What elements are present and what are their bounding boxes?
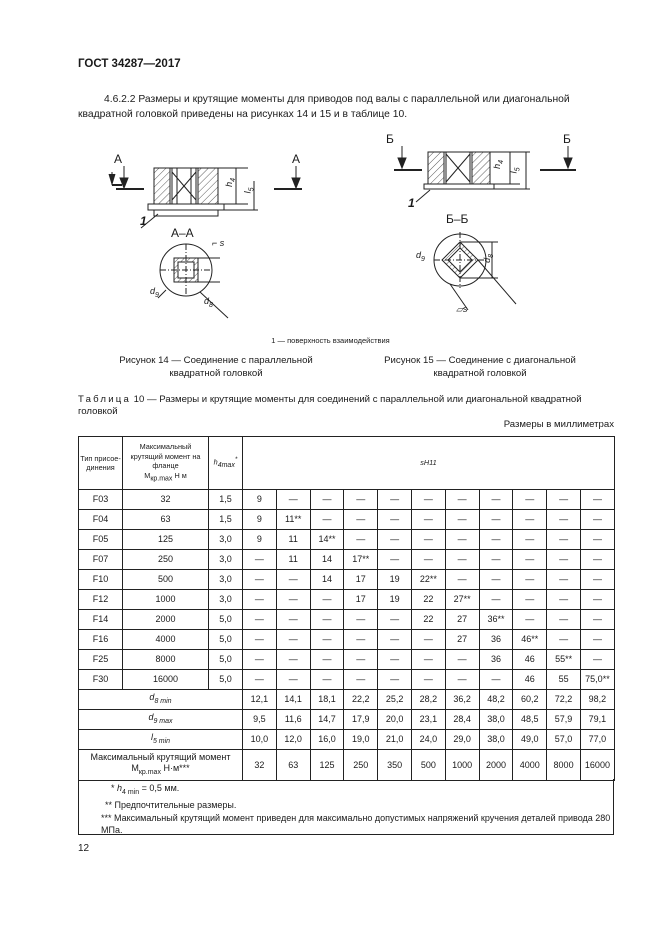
table-cell: — [344,630,378,650]
table-cell: — [580,490,614,510]
table-cell: 5,0 [209,610,243,630]
table-row [79,590,615,610]
table-row [79,610,615,630]
table-cell: — [580,550,614,570]
table-cell: 21,0 [378,730,412,750]
table-cell: — [243,650,277,670]
table-cell: — [580,570,614,590]
table-cell: — [344,530,378,550]
figure-legend: 1 — поверхность взаимодействия [271,336,390,345]
table-cell: 22 [411,590,445,610]
table-cell: — [344,490,378,510]
table-cell: F30 [79,670,123,690]
table-cell: 1000 [123,590,209,610]
table-cell: 36 [479,630,513,650]
table-cell: — [310,650,344,670]
table-cell: 55** [547,650,581,670]
table-cell: 24,0 [411,730,445,750]
table-cell: 12,1 [243,690,277,710]
row-label: Максимальный крутящий момент $М_{кр.max}$ Н·м*** [79,750,243,781]
table-cell: — [310,490,344,510]
table-cell: — [243,550,277,570]
table-cell: 60,2 [513,690,547,710]
table-cell: 28,4 [445,710,479,730]
units-note: Размеры в миллиметрах [503,419,614,430]
table-cell: — [479,550,513,570]
figure-15 [390,146,580,206]
table-cell: F10 [79,570,123,590]
fig14-d8-label: $d_8$ [204,296,213,309]
table-cell: — [547,630,581,650]
table-cell: — [547,510,581,530]
table-cell: 12,0 [276,730,310,750]
fig15-s-label: ▱s [456,304,468,314]
table-cell: 14 [310,570,344,590]
table-row [79,550,615,570]
table-cell: — [243,610,277,630]
table-cell: — [547,590,581,610]
table-cell: — [580,630,614,650]
col-torque: Максимальный крутящий момент на фланце $М_{кр.max}$ Н м [123,437,209,490]
table-cell: — [378,610,412,630]
table-cell: — [580,590,614,610]
table-cell: 11** [276,510,310,530]
fig14-section-left: А [114,152,123,166]
table-row [79,630,615,650]
table-cell: 2000 [123,610,209,630]
table-cell: — [580,650,614,670]
table-cell: — [547,570,581,590]
table-cell: F04 [79,510,123,530]
table-cell: 14 [310,550,344,570]
table-row [79,510,615,530]
table-cell: 250 [123,550,209,570]
table-cell: — [243,670,277,690]
table-cell: F05 [79,530,123,550]
table-cell: — [547,610,581,630]
table-cell: 3,0 [209,550,243,570]
table-cell: 250 [344,750,378,781]
table-row [79,490,615,510]
table-cell: 1,5 [209,510,243,530]
table-cell: — [445,670,479,690]
table-cell: 36,2 [445,690,479,710]
table-cell: F07 [79,550,123,570]
figure-14-caption: Рисунок 14 — Соединение с параллельной квадратной головкой [119,355,313,379]
fig15-mark: 1 [408,196,415,210]
table-notes: * $h_{4 min} = 0,5$ мм. ** Предпочтительные размеры. *** Максимальный крутящий момент приведен для максимально допустимых напряжений кручения деталей привода 280 МПа. [78,779,614,835]
table-cell: — [445,490,479,510]
table-cell: — [547,550,581,570]
table-row-d9 [79,710,615,730]
table-cell: — [445,550,479,570]
table-cell: 46** [513,630,547,650]
table-cell: — [411,630,445,650]
table-cell: — [479,510,513,530]
table-cell: — [580,610,614,630]
table-cell: — [479,490,513,510]
table-cell: — [378,650,412,670]
table-cell: — [547,530,581,550]
table-cell: 9 [243,490,277,510]
table-cell: — [276,590,310,610]
table-cell: — [411,490,445,510]
fig14-h4-label: $h_4$ [224,177,237,187]
table-cell: — [310,670,344,690]
table-cell: — [445,530,479,550]
fig14-l5-label: $l_5$ [242,187,256,194]
table-cell: — [378,630,412,650]
table-cell: — [344,610,378,630]
table-cell: 4000 [513,750,547,781]
table-cell: 9,5 [243,710,277,730]
table-row [79,570,615,590]
table-cell: 14,1 [276,690,310,710]
table-cell: — [344,510,378,530]
table-cell: 27 [445,610,479,630]
table-cell: 4000 [123,630,209,650]
table-cell: 22,2 [344,690,378,710]
table-cell: 500 [123,570,209,590]
table-cell: — [513,490,547,510]
table-cell: 36 [479,650,513,670]
col-type: Тип присое-динения [79,437,123,490]
table-cell: — [276,610,310,630]
table-cell: 32 [243,750,277,781]
table-cell: F12 [79,590,123,610]
table-cell: — [310,610,344,630]
table-cell: 27 [445,630,479,650]
table-cell: 72,2 [547,690,581,710]
table-cell: 17** [344,550,378,570]
table-cell: — [310,510,344,530]
table-cell: 18,1 [310,690,344,710]
table-cell: 77,0 [580,730,614,750]
table-cell: F16 [79,630,123,650]
table-cell: F14 [79,610,123,630]
table-cell: — [513,570,547,590]
table-row [79,670,615,690]
fig15-d9-label: $d_9$ [416,250,425,263]
table-row [79,650,615,670]
table-cell: — [411,550,445,570]
table-cell: — [276,630,310,650]
table-cell: 25,2 [378,690,412,710]
table-cell: 8000 [547,750,581,781]
table-row [79,530,615,550]
table-cell: — [310,590,344,610]
table-cell: 19 [378,570,412,590]
figure-14-arrows [114,166,314,196]
page-number: 12 [78,843,90,854]
table-cell: 48,5 [513,710,547,730]
table-cell: — [344,650,378,670]
table-cell: 16000 [123,670,209,690]
col-h4: $h_{4max}^*$ [209,437,243,490]
table-header-row [79,437,615,490]
table-cell: — [378,490,412,510]
table-cell: 38,0 [479,730,513,750]
table-cell: — [547,490,581,510]
table-cell: — [580,530,614,550]
table-cell: 14** [310,530,344,550]
table-cell: 79,1 [580,710,614,730]
table-cell: 5,0 [209,650,243,670]
table-cell: 1,5 [209,490,243,510]
table-cell: 17,9 [344,710,378,730]
table-cell: — [276,490,310,510]
table-cell: — [378,670,412,690]
table-cell: 57,9 [547,710,581,730]
fig15-section-left: Б [386,132,394,146]
table-cell: — [243,590,277,610]
table-cell: 9 [243,530,277,550]
table-cell: 16000 [580,750,614,781]
table-cell: 3,0 [209,590,243,610]
table-cell: 38,0 [479,710,513,730]
table-cell: — [411,670,445,690]
table-cell: 500 [411,750,445,781]
fig15-section-title: Б–Б [446,212,469,226]
table-cell: 63 [123,510,209,530]
table-cell: 8000 [123,650,209,670]
table-cell: 98,2 [580,690,614,710]
table-cell: — [479,670,513,690]
table-cell: 3,0 [209,570,243,590]
table-cell: — [445,570,479,590]
table-cell: — [411,530,445,550]
table-cell: 1000 [445,750,479,781]
table-cell: 63 [276,750,310,781]
table-cell: 32 [123,490,209,510]
table-cell: 23,1 [411,710,445,730]
note-2: ** Предпочтительные размеры. [105,800,237,811]
table-cell: 22** [411,570,445,590]
table-cell: — [243,570,277,590]
table-cell: — [513,550,547,570]
fig14-mark: 1 [140,214,147,228]
table-cell: 125 [123,530,209,550]
table-cell: — [378,530,412,550]
table-cell: 16,0 [310,730,344,750]
row-label: $d_{8 min}$ [79,690,243,710]
table-cell: 49,0 [513,730,547,750]
table-cell: 19 [378,590,412,610]
table-cell: 17 [344,590,378,610]
table-cell: 11 [276,530,310,550]
table-cell: — [276,650,310,670]
table-cell: 2000 [479,750,513,781]
table-cell: — [411,510,445,530]
table-cell: — [479,590,513,610]
fig15-d8-label: $d_8$ [482,253,495,263]
table-cell: — [378,510,412,530]
table-cell: 5,0 [209,670,243,690]
figure-15-section [420,228,530,323]
table-cell: F03 [79,490,123,510]
fig14-section-right: А [292,152,301,166]
table-cell: 10,0 [243,730,277,750]
table-cell: 350 [378,750,412,781]
table-cell: — [411,650,445,670]
table-cell: 75,0** [580,670,614,690]
table-cell: 48,2 [479,690,513,710]
table-cell: 11,6 [276,710,310,730]
fig15-section-right: Б [563,132,571,146]
table-cell: — [513,610,547,630]
table-cell: — [580,510,614,530]
table-cell: 27** [445,590,479,610]
table-row-max-torque [79,750,615,781]
table-cell: 5,0 [209,630,243,650]
table-cell: 20,0 [378,710,412,730]
fig14-section-title: А–А [171,226,194,240]
table-cell: 29,0 [445,730,479,750]
table-cell: 36** [479,610,513,630]
table-cell: — [513,530,547,550]
intro-paragraph: 4.6.2.2 Размеры и крутящие моменты для приводов под валы с параллельной или диагональной квадратной головкой приведены на рисунках 14 и 15 и в таблице 10. [78,94,570,120]
table-cell: — [344,670,378,690]
table-cell: — [445,650,479,670]
table-cell: — [378,550,412,570]
table-cell: 17 [344,570,378,590]
table-cell: — [445,510,479,530]
table-cell: 3,0 [209,530,243,550]
table-cell: — [513,590,547,610]
table-cell: 9 [243,510,277,530]
figure-14-section [140,240,240,330]
note-3: *** Максимальный крутящий момент приведен для максимально допустимых напряжений кручения деталей привода 280 МПа. [101,812,611,836]
table-cell: — [479,530,513,550]
fig14-s-label: ⌐ s [212,238,225,248]
table-cell: — [276,570,310,590]
table-cell: F25 [79,650,123,670]
fig15-l5-label: $l_5$ [508,167,522,174]
table-cell: — [310,630,344,650]
table-cell: — [276,670,310,690]
table-row-d8 [79,690,615,710]
figure-15-caption: Рисунок 15 — Соединение с диагональной квадратной головкой [384,355,576,379]
table-cell: 46 [513,670,547,690]
table-cell: — [479,570,513,590]
table-cell: 55 [547,670,581,690]
row-label: $d_{9 max}$ [79,710,243,730]
table-cell: 14,7 [310,710,344,730]
table-cell: — [243,630,277,650]
table-cell: 46 [513,650,547,670]
table-cell: 57,0 [547,730,581,750]
table-cell: 28,2 [411,690,445,710]
table-row-l5 [79,730,615,750]
col-s: sH11 [243,437,615,490]
table-cell: 125 [310,750,344,781]
table-cell: — [513,510,547,530]
fig15-h4-label: $h_4$ [492,159,505,169]
table-cell: 19,0 [344,730,378,750]
row-label: $l_{5 min}$ [79,730,243,750]
table-cell: 22 [411,610,445,630]
dimensions-table [78,436,615,781]
fig14-d9-label: $d_9$ [150,286,159,299]
table-caption: Таблица 10 — Размеры и крутящие моменты для соединений с параллельной или диагональной квадратной головкой [78,394,582,417]
document-header: ГОСТ 34287—2017 [78,58,181,70]
table-cell: 11 [276,550,310,570]
